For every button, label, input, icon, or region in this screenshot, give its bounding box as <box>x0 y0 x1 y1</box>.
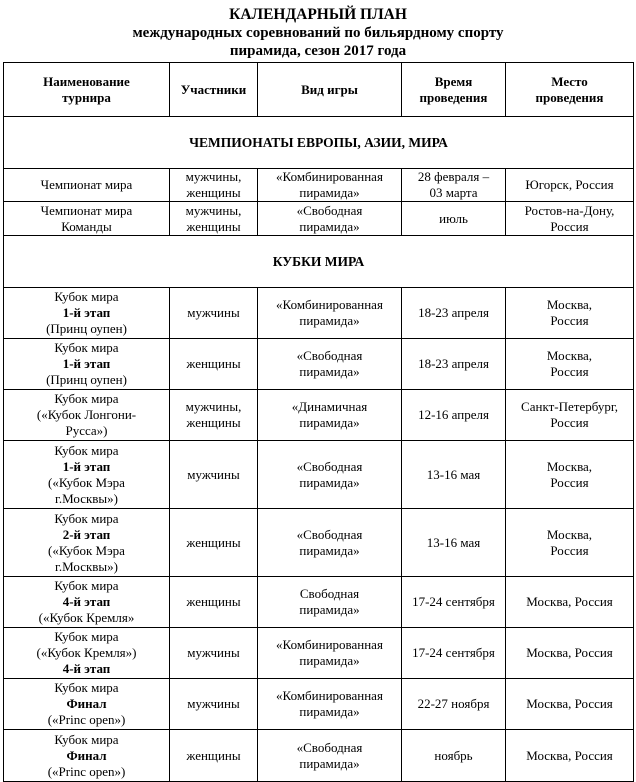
cell-place: Москва, Россия <box>506 441 634 509</box>
cell-game-type: «Свободная пирамида» <box>258 509 402 577</box>
cell-game-type: Свободная пирамида» <box>258 577 402 628</box>
cell-participants: женщины <box>170 730 258 782</box>
cell-participants: мужчины, женщины <box>170 202 258 236</box>
cell-participants: женщины <box>170 577 258 628</box>
document-subtitle-2: пирамида, сезон 2017 года <box>229 43 407 59</box>
section-title: КУБКИ МИРА <box>4 236 634 288</box>
cell-place: Москва, Россия <box>506 288 634 339</box>
cell-dates: 28 февраля – 03 марта <box>402 169 506 202</box>
cell-place: Югорск, Россия <box>506 169 634 202</box>
cell-place: Москва, Россия <box>506 628 634 679</box>
cell-participants: женщины <box>170 339 258 390</box>
cell-game-type: «Свободная пирамида» <box>258 339 402 390</box>
table-row <box>4 390 634 441</box>
col-header-name: Наименование турнира <box>4 63 170 117</box>
cell-participants: мужчины <box>170 628 258 679</box>
cell-dates: 13-16 мая <box>402 509 506 577</box>
cell-dates: 17-24 сентября <box>402 577 506 628</box>
cell-place: Москва, Россия <box>506 730 634 782</box>
table-row <box>4 679 634 730</box>
cell-participants: женщины <box>170 509 258 577</box>
cell-tournament: Кубок мира Финал («Princ open») <box>4 679 170 730</box>
cell-game-type: «Комбинированная пирамида» <box>258 628 402 679</box>
document-subtitle-1: международных соревнований по бильярдному спорту <box>132 25 504 41</box>
cell-tournament: Кубок мира 4-й этап («Кубок Кремля» <box>4 577 170 628</box>
table-row <box>4 730 634 782</box>
cell-game-type: «Свободная пирамида» <box>258 202 402 236</box>
section-row-championships <box>4 117 634 169</box>
table-row <box>4 169 634 202</box>
cell-place: Москва, Россия <box>506 679 634 730</box>
cell-dates: ноябрь <box>402 730 506 782</box>
cell-game-type: «Свободная пирамида» <box>258 730 402 782</box>
cell-tournament: Кубок мира («Кубок Лонгони- Русса») <box>4 390 170 441</box>
document-header <box>0 0 636 60</box>
col-header-place: Место проведения <box>506 63 634 117</box>
table-row <box>4 339 634 390</box>
cell-dates: 18-23 апреля <box>402 339 506 390</box>
table-row <box>4 441 634 509</box>
cell-tournament: Кубок мира 1-й этап («Кубок Мэра г.Москвы») <box>4 441 170 509</box>
table-row <box>4 509 634 577</box>
cell-participants: мужчины, женщины <box>170 169 258 202</box>
cell-place: Санкт-Петербург, Россия <box>506 390 634 441</box>
table-row <box>4 288 634 339</box>
table-header-row <box>4 63 634 117</box>
cell-dates: 12-16 апреля <box>402 390 506 441</box>
cell-place: Москва, Россия <box>506 339 634 390</box>
cell-dates: 18-23 апреля <box>402 288 506 339</box>
cell-dates: 22-27 ноября <box>402 679 506 730</box>
col-header-game-type: Вид игры <box>258 63 402 117</box>
table-row <box>4 628 634 679</box>
cell-tournament: Чемпионат мира <box>4 169 170 202</box>
section-row-world-cups <box>4 236 634 288</box>
cell-place: Москва, Россия <box>506 577 634 628</box>
section-title: ЧЕМПИОНАТЫ ЕВРОПЫ, АЗИИ, МИРА <box>4 117 634 169</box>
cell-game-type: «Комбинированная пирамида» <box>258 288 402 339</box>
cell-game-type: «Комбинированная пирамида» <box>258 679 402 730</box>
cell-dates: 17-24 сентября <box>402 628 506 679</box>
cell-participants: мужчины, женщины <box>170 390 258 441</box>
cell-tournament: Кубок мира 1-й этап (Принц оупен) <box>4 288 170 339</box>
cell-participants: мужчины <box>170 288 258 339</box>
cell-participants: мужчины <box>170 679 258 730</box>
cell-tournament: Кубок мира 1-й этап (Принц оупен) <box>4 339 170 390</box>
cell-dates: 13-16 мая <box>402 441 506 509</box>
col-header-time: Время проведения <box>402 63 506 117</box>
cell-place: Москва, Россия <box>506 509 634 577</box>
calendar-table <box>3 62 634 782</box>
table-row <box>4 202 634 236</box>
table-row <box>4 577 634 628</box>
cell-tournament: Чемпионат мира Команды <box>4 202 170 236</box>
cell-tournament: Кубок мира («Кубок Кремля») 4-й этап <box>4 628 170 679</box>
document-title: КАЛЕНДАРНЫЙ ПЛАН <box>229 6 407 23</box>
cell-game-type: «Комбинированная пирамида» <box>258 169 402 202</box>
cell-game-type: «Свободная пирамида» <box>258 441 402 509</box>
col-header-participants: Участники <box>170 63 258 117</box>
cell-dates: июль <box>402 202 506 236</box>
cell-game-type: «Динамичная пирамида» <box>258 390 402 441</box>
cell-place: Ростов-на-Дону, Россия <box>506 202 634 236</box>
cell-tournament: Кубок мира Финал («Princ open») <box>4 730 170 782</box>
cell-tournament: Кубок мира 2-й этап («Кубок Мэра г.Москвы») <box>4 509 170 577</box>
cell-participants: мужчины <box>170 441 258 509</box>
